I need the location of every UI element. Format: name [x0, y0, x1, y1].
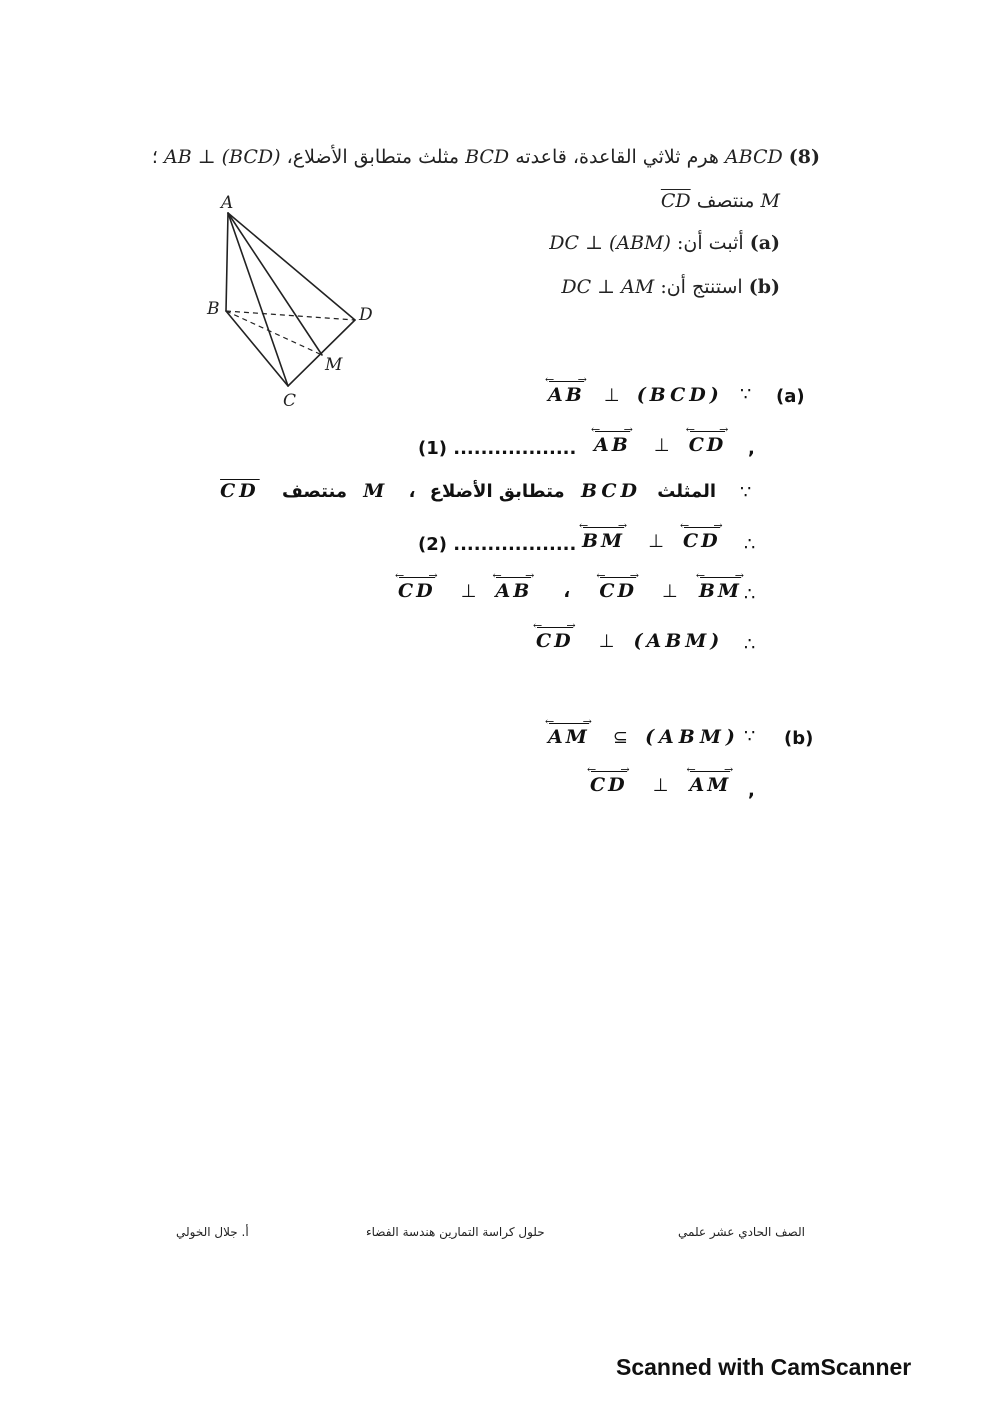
step-3 [220, 480, 716, 502]
plane-abm: (ABM) [645, 726, 740, 748]
vec-am: AM ← → [686, 763, 737, 796]
word-equilateral: متطابق الأضلاع [429, 481, 565, 502]
tag-1: (1) .................. [418, 438, 577, 459]
camscanner-watermark: Scanned with CamScanner [616, 1354, 912, 1380]
part-b-label: (b) [748, 276, 780, 298]
step-2 [591, 423, 732, 456]
edge-ab [226, 213, 228, 311]
base-name: BCD [465, 146, 510, 168]
vec-ab: AB ← → [545, 373, 590, 406]
problem-number: (8) [788, 146, 820, 168]
plane-abm: (ABM) [633, 630, 724, 652]
perp-symbol: ⊥ [648, 531, 664, 552]
step-7 [545, 715, 740, 748]
plane-bcd: (BCD) [636, 384, 723, 406]
vec-cd: CD ← → [596, 569, 642, 602]
point-m: M [363, 480, 385, 502]
problem-line-1: (8) ABCD هرم ثلاثي القاعدة، قاعدته BCD مثلث متطابق الأضلاع، AB ⊥ (BCD) ؛ [151, 146, 820, 168]
pyramid-name: ABCD [724, 146, 783, 168]
vec-cd: CD ← → [533, 619, 579, 652]
triangle-bcd: BCD [580, 480, 641, 502]
therefore-symbol-2: ∴ [744, 584, 756, 605]
edge-cd [288, 320, 355, 386]
vec-bm: BM ← → [695, 569, 747, 602]
arabic-comma: ، [408, 481, 416, 502]
therefore-symbol-3: ∴ [744, 634, 756, 655]
label-a: A [221, 193, 234, 213]
edge-bc [226, 311, 288, 386]
problem-text-2: مثلث متطابق الأضلاع، [286, 146, 460, 168]
footer-title: حلول كراسة التمارين هندسة الفضاء [366, 1225, 545, 1239]
vec-ab: AB ← → [492, 569, 538, 602]
vec-bm: BM ← → [579, 519, 631, 552]
word-midpoint: منتصف [281, 481, 347, 502]
perp-symbol: ⊥ [662, 581, 678, 602]
step-5 [395, 569, 747, 602]
solution-a-label: (a) [776, 386, 805, 407]
comma-2: , [748, 780, 755, 801]
vec-cd: CD ← → [395, 569, 441, 602]
tag-2: (2) .................. [418, 534, 577, 555]
footer-grade: الصف الحادي عشر علمي [678, 1225, 805, 1239]
edge-bd-hidden [226, 311, 355, 320]
part-b-text: استنتج أن: [660, 276, 743, 298]
label-c: C [283, 391, 297, 411]
part-a-text: أثبت أن: [677, 232, 744, 254]
part-b-math: DC ⊥ AM [561, 276, 655, 298]
perp-symbol: ⊥ [460, 581, 477, 602]
midpoint-name: M [760, 190, 780, 212]
subset-symbol: ⊆ [612, 727, 628, 748]
step-1 [545, 373, 723, 406]
vec-cd: CD ← → [685, 423, 732, 456]
comma-1: , [748, 438, 755, 459]
segment-cd: $\overline{CD}$ [220, 480, 260, 502]
therefore-symbol-1: ∴ [744, 534, 756, 555]
problem-line-2 [661, 190, 780, 212]
footer-author: أ. جلال الخولي [176, 1225, 249, 1239]
perp-symbol: ⊥ [652, 775, 669, 796]
perp-condition: AB ⊥ (BCD) [164, 146, 281, 168]
problem-part-b [561, 276, 780, 298]
since-symbol-3: ∵ [744, 726, 756, 747]
since-symbol-1: ∵ [740, 384, 752, 405]
midpoint-word: منتصف [696, 190, 755, 212]
vec-cd: CD ← → [587, 763, 633, 796]
arabic-comma: ، [563, 581, 571, 602]
vec-am: AM ← → [545, 715, 595, 748]
vec-ab: AB ← → [591, 423, 636, 456]
problem-text-1: هرم ثلاثي القاعدة، قاعدته [515, 146, 719, 168]
label-m: M [325, 355, 343, 375]
step-4 [579, 519, 726, 552]
solution-b-label: (b) [784, 728, 814, 749]
part-a-label: (a) [749, 232, 780, 254]
vec-cd: CD ← → [679, 519, 726, 552]
perp-symbol: ⊥ [603, 385, 620, 406]
part-a-math: DC ⊥ (ABM) [549, 232, 671, 254]
segment-cd: CD [660, 190, 691, 212]
perp-symbol: ⊥ [598, 631, 615, 652]
label-b: B [207, 299, 220, 319]
problem-part-a [549, 232, 780, 254]
label-d: D [359, 305, 373, 325]
step-8 [587, 763, 737, 796]
step-6 [533, 619, 724, 652]
since-symbol-2: ∵ [740, 482, 752, 503]
perp-symbol: ⊥ [653, 435, 670, 456]
pyramid-figure [195, 190, 395, 420]
word-triangle: المثلث [657, 481, 716, 502]
